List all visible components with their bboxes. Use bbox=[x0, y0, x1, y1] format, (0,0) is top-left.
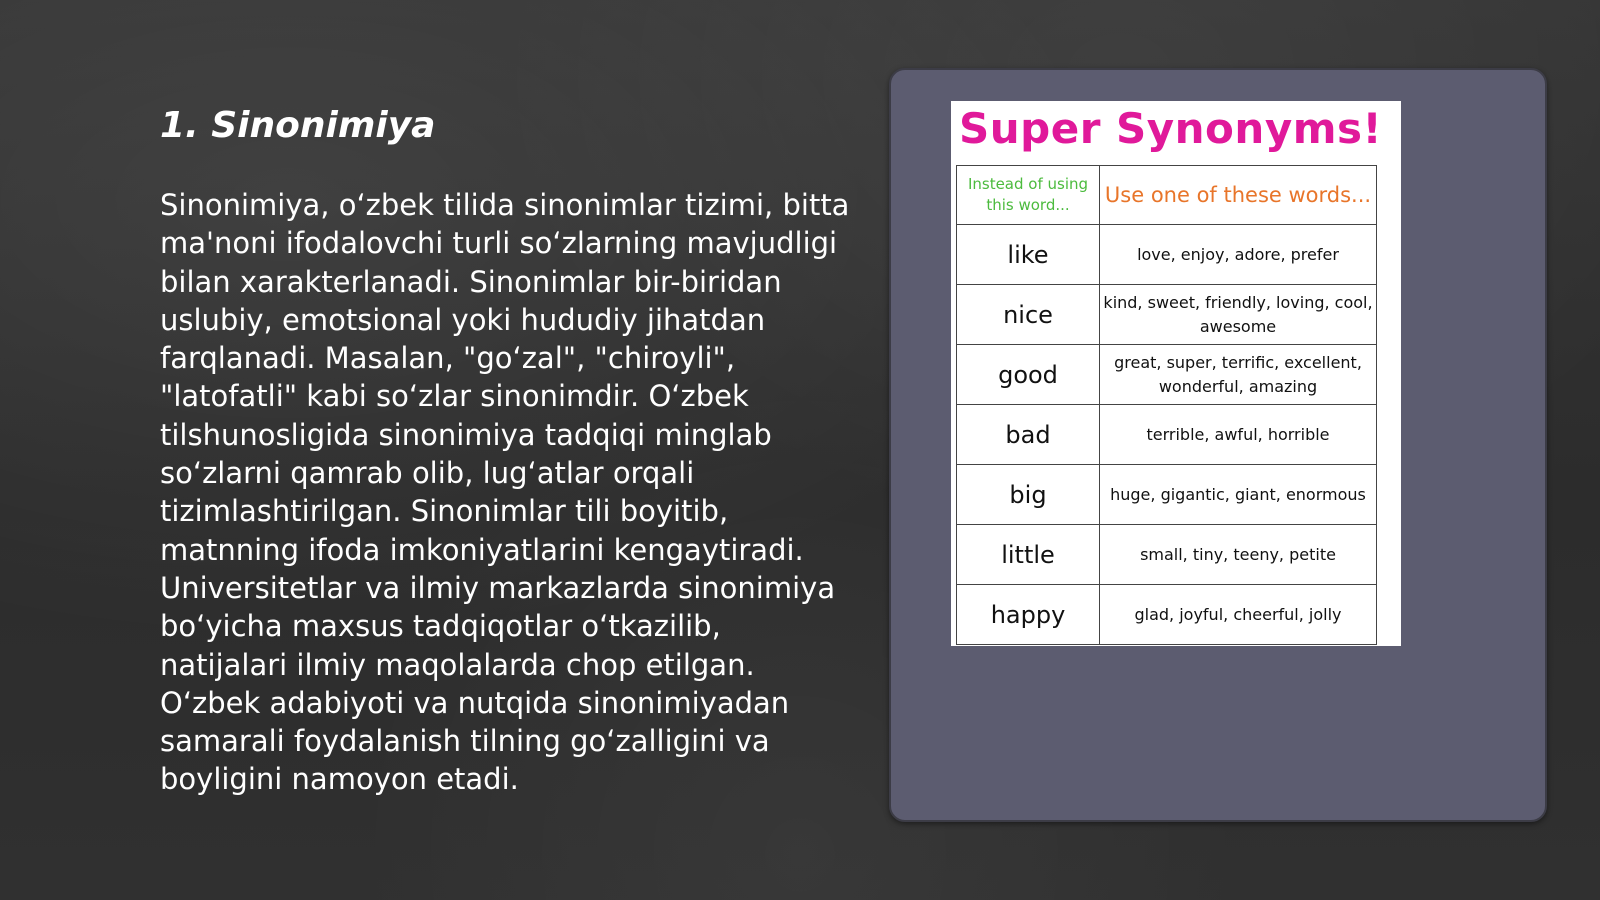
word-cell: bad bbox=[957, 405, 1100, 465]
word-cell: good bbox=[957, 345, 1100, 405]
synonyms-cell: small, tiny, teeny, petite bbox=[1100, 525, 1377, 585]
table-row bbox=[957, 465, 1377, 525]
synonyms-cell: kind, sweet, friendly, loving, cool, awesome bbox=[1100, 285, 1377, 345]
word-cell: nice bbox=[957, 285, 1100, 345]
word-cell: happy bbox=[957, 585, 1100, 645]
picture-frame bbox=[889, 68, 1547, 822]
word-cell: like bbox=[957, 225, 1100, 285]
table-row bbox=[957, 285, 1377, 345]
word-cell: little bbox=[957, 525, 1100, 585]
table-row bbox=[957, 405, 1377, 465]
table-row bbox=[957, 345, 1377, 405]
synonyms-poster bbox=[951, 101, 1401, 646]
table-header-row bbox=[957, 166, 1377, 225]
synonyms-table bbox=[956, 165, 1377, 645]
table-row bbox=[957, 585, 1377, 645]
table-row bbox=[957, 225, 1377, 285]
synonyms-cell: terrible, awful, horrible bbox=[1100, 405, 1377, 465]
slide-title: 1. Sinonimiya bbox=[160, 105, 436, 146]
header-use-these: Use one of these words... bbox=[1100, 166, 1377, 225]
header-instead-of: Instead of using this word... bbox=[957, 166, 1100, 225]
table-row bbox=[957, 525, 1377, 585]
synonyms-cell: love, enjoy, adore, prefer bbox=[1100, 225, 1377, 285]
poster-title: Super Synonyms! bbox=[959, 104, 1383, 153]
synonyms-cell: glad, joyful, cheerful, jolly bbox=[1100, 585, 1377, 645]
synonyms-cell: huge, gigantic, giant, enormous bbox=[1100, 465, 1377, 525]
synonyms-cell: great, super, terrific, excellent, wonderful, amazing bbox=[1100, 345, 1377, 405]
word-cell: big bbox=[957, 465, 1100, 525]
slide-body-text: Sinonimiya, o‘zbek tilida sinonimlar tizimi, bitta ma'noni ifodalovchi turli so‘zlarning mavjudligi bilan xarakterlanadi. Sinonimlar bir-biridan uslubiy, emotsional yoki hududiy jihatdan farqlanadi. Masalan, "go‘zal", "chiroyli", "latofatli" kabi so‘zlar sinonimdir. O‘zbek tilshunosligida sinonimiya tadqiqi minglab so‘zlarni qamrab olib, lug‘atlar orqali tizimlashtirilgan. Sinonimlar tili boyitib, matnning ifoda imkoniyatlarini kengaytiradi. Universitetlar va ilmiy markazlarda sinonimiya bo‘yicha maxsus tadqiqotlar o‘tkazilib, natijalari ilmiy maqolalarda chop etilgan. O‘zbek adabiyoti va nutqida sinonimiyadan samarali foydalanish tilning go‘zalligini va boyligini namoyon etadi. bbox=[160, 188, 850, 797]
